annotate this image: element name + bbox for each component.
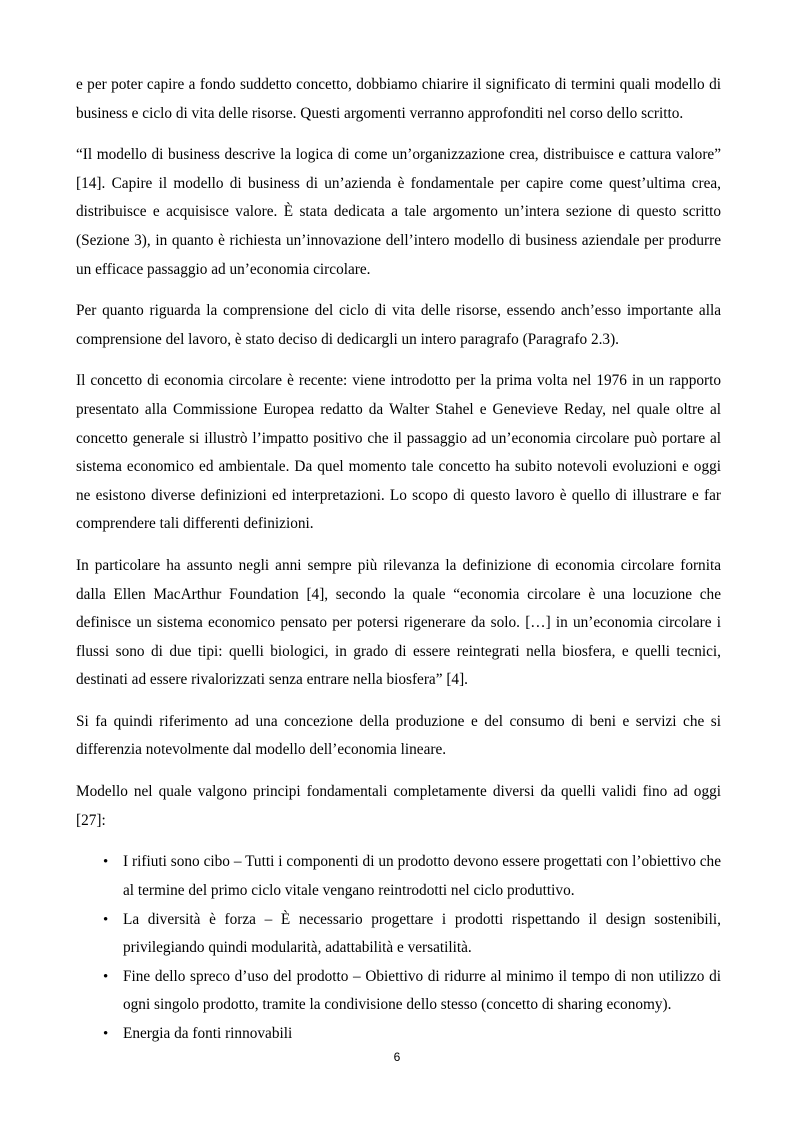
paragraph-7: Modello nel quale valgono principi fondamentali completamente diversi da quelli validi fino ad oggi [27]: [76,783,721,829]
bullet-icon: • [103,1026,109,1043]
page-body [76,71,721,1049]
bullet-icon: • [103,968,109,985]
bullet-icon: • [103,911,109,928]
principles-list [76,848,721,1048]
paragraph-6: Si fa quindi riferimento ad una concezione della produzione e del consumo di beni e servizi che si differenzia notevolmente dal modello dell’economia lineare. [76,712,721,759]
paragraph-4: Il concetto di economia circolare è recente: viene introdotto per la prima volta nel 1976 in un rapporto presentato alla Commissione Europea redatto da Walter Stahel e Genevieve Reday, nel quale oltre al concetto generale si illustrò l’impatto positivo che il passaggio ad un’economia circolare può portare al sistema economico ed ambientale. Da quel momento tale concetto ha subito notevoli evoluzioni e oggi ne esistono diverse definizioni ed interpretazioni. Lo scopo di questo lavoro è quello di illustrare e far comprendere tali differenti definizioni. [76,372,721,533]
bullet-icon: • [103,854,109,871]
page-number: 6 [393,1050,401,1064]
list-item-text: Fine dello spreco d’uso del prodotto – Obiettivo di ridurre al minimo il tempo di non utilizzo di ogni singolo prodotto, tramite la condivisione dello stesso (concetto di sharing economy). [123,967,721,1014]
list-item [76,906,721,963]
paragraph-2: “Il modello di business descrive la logica di come un’organizzazione crea, distribuisce e cattura valore” [14]. Capire il modello di business di un’azienda è fondamentale per capire come quest’ultima crea, distribuisce e acquisisce valore. È stata dedicata a tale argomento un’intera sezione di questo scritto (Sezione 3), in quanto è richiesta un’innovazione dell’intero modello di business aziendale per produrre un efficace passaggio ad un’economia circolare. [76,146,721,278]
paragraph-1: e per poter capire a fondo suddetto concetto, dobbiamo chiarire il significato di termini quali modello di business e ciclo di vita delle risorse. Questi argomenti verranno approfonditi nel corso dello scritto. [76,76,721,122]
list-item-text: I rifiuti sono cibo – Tutti i componenti di un prodotto devono essere progettati con l’obiettivo che al termine del primo ciclo vitale vengano reintrodotti nel ciclo produttivo. [123,853,721,899]
paragraph-5: In particolare ha assunto negli anni sempre più rilevanza la definizione di economia circolare fornita dalla Ellen MacArthur Foundation [4], secondo la quale “economia circolare è una locuzione che definisce un sistema economico pensato per potersi rigenerare da solo. […] in un’economia circolare i flussi sono di due tipi: quelli biologici, in grado di essere reintegrati nella biosfera, e quelli tecnici, destinati ad essere rivalorizzati senza entrare nella biosfera” [4]. [76,556,721,689]
list-item [76,963,721,1020]
list-item [76,848,721,905]
list-item-text: La diversità è forza – È necessario progettare i prodotti rispettando il design sostenibili, privilegiando quindi modularità, adattabilità e versatilità. [123,910,721,956]
list-item-text: Energia da fonti rinnovabili [123,1025,293,1043]
list-item [76,1020,721,1048]
paragraph-3: Per quanto riguarda la comprensione del ciclo di vita delle risorse, essendo anch’esso importante alla comprensione del lavoro, è stato deciso di dedicargli un intero paragrafo (Paragrafo 2.3). [76,302,721,348]
